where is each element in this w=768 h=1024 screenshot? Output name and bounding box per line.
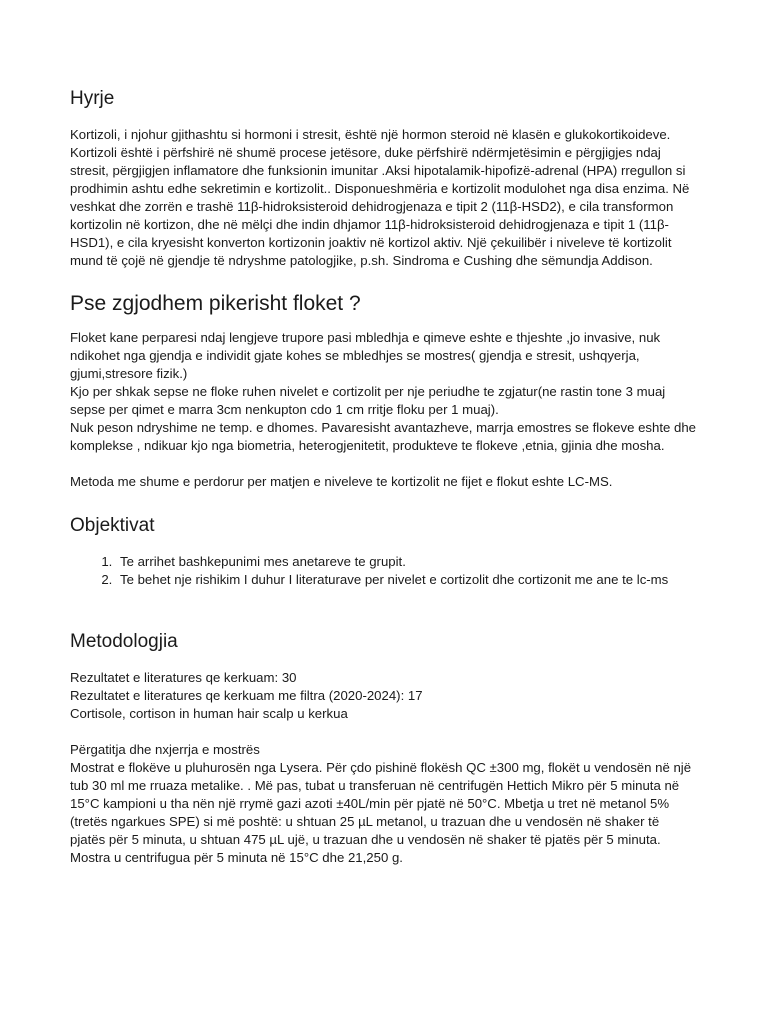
search-terms-line: Cortisole, cortison in human hair scalp u kerkua [70,706,348,721]
literature-results-line: Rezultatet e literatures qe kerkuam: 30 [70,670,297,685]
spacer [70,589,698,607]
intro-paragraph: Kortizoli, i njohur gjithashtu si hormoni i stresit, është një hormon steroid në klasën e glukokortikoideve. Kortizoli është i përfshirë në shumë procese jetësore, duke përfshirë ndërmjetësimin e përgjigjes ndaj stresit, përgjigjen inflamatore dhe funksionin imunitar .Aksi hipotalamik-hipofizë-adrenal (HPA) rregullon si prodhimin ashtu edhe sekretimin e kortizolit.. Disponueshmëria e kortizolit modulohet nga disa enzima. Në veshkat dhe zorrën e trashë 11β-hidroksisteroid dehidrogjenaza e tipit 2 (11β-HSD2), e cila transformon kortizolin në kortizon, dhe në mëlçi dhe indin dhjamor 11β-hidroksisteroid dehidrogjenaza e tipit 1 (11β-HSD1), e cila kryesisht konverton kortizonin joaktiv në kortizol aktiv. Një çekuilibër i niveleve të kortizolit mund të çojë në gjendje të ndryshme patologjike, p.sh. Sindroma e Cushing dhe sëmundja Addison. [70,127,690,268]
heading-hyrje: Hyrje [70,88,115,109]
spacer [70,723,698,741]
method-paragraph: Metoda me shume e perdorur per matjen e niveleve te kortizolit ne fijet e flokut eshte LC-MS. [70,474,613,489]
hair-retention-paragraph: Kjo per shkak sepse ne floke ruhen nivelet e cortizolit per nje periudhe te zgjatur(ne rastin tone 3 muaj sepse per qimet e marra 3cm nenkupton cdo 1 cm rritje floku per 1 muaj). [70,384,666,417]
heading-objektivat: Objektivat [70,515,155,536]
objectives-list [70,553,698,589]
objective-item: 1. Te arrihet bashkepunimi mes anetareve te grupit. [116,553,698,571]
hair-advantages-paragraph: Floket kane perparesi ndaj lengjeve trupore pasi mbledhja e qimeve eshte e thjeshte ,jo invasive, nuk ndikohet nga gjendja e individit gjate kohes se mbledhjes se mostres( gjendja e stresit, ushqyerja, gjumi,stresore fizik.) [70,330,661,381]
heading-pse-floket: Pse zgjodhem pikerisht floket ? [70,292,361,315]
objective-item: 2. Te behet nje rishikim I duhur I literaturave per nivelet e cortizolit dhe cortizonit me ane te lc-ms [116,571,698,589]
heading-metodologjia: Metodologjia [70,631,178,652]
hair-complexity-paragraph: Nuk peson ndryshime ne temp. e dhomes. Pavaresisht avantazheve, marrja emostres se flokeve eshte dhe komplekse , ndikuar kjo nga biometria, heterogjenitetit, produkteve te flokeve ,etnia, gjinia dhe mosha. [70,420,696,453]
sample-prep-paragraph: Mostrat e flokëve u pluhurosën nga Lysera. Për çdo pishinë flokësh QC ±300 mg, flokët u vendosën në një tub 30 ml me rruaza metalike. . Më pas, tubat u transferuan në centrifugën Hettich Mikro për 5 minuta në 15°C kampioni u tha nën një rrymë gazi azoti ±40L/min për pjatë në 50°C. Mbetja u tret në metanol 5% (tretës ngarkues SPE) si më poshtë: u shtuan 25 µL metanol, u trazuan dhe u vendosën në shaker të pjatës për 5 minuta, u shtuan 475 µL ujë, u trazuan dhe u vendosën në shaker të pjatës për 5 minuta. Mostra u centrifugua për 5 minuta në 15°C dhe 21,250 g. [70,760,692,865]
spacer [70,455,698,473]
sample-prep-subheading: Përgatitja dhe nxjerrja e mostrës [70,742,260,757]
literature-filtered-line: Rezultatet e literatures qe kerkuam me filtra (2020-2024): 17 [70,688,423,703]
